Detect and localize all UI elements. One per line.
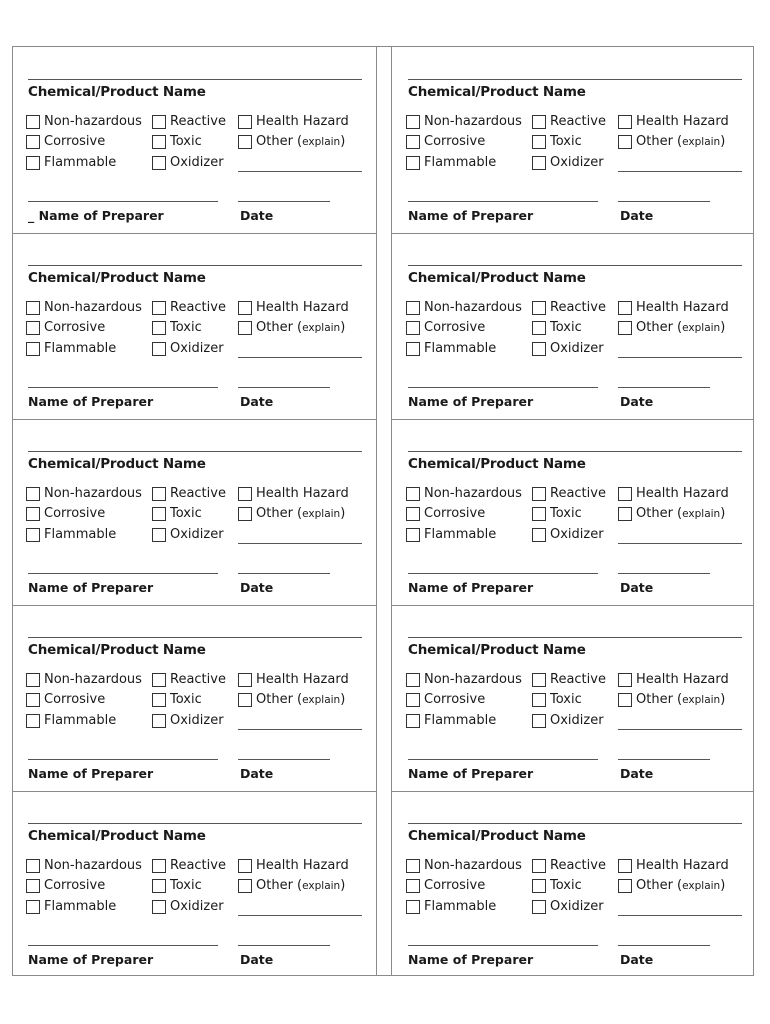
product-name-title: Chemical/Product Name <box>408 828 586 844</box>
hazard-label <box>404 604 754 790</box>
preparer-line[interactable] <box>408 945 598 946</box>
preparer-label: Name of Preparer <box>408 394 534 409</box>
checkbox[interactable] <box>406 301 420 315</box>
option-non-hazardous[interactable]: Non-hazardous <box>406 672 522 687</box>
date-label: Date <box>620 766 654 781</box>
checkbox[interactable] <box>406 135 420 149</box>
checkbox[interactable] <box>532 859 546 873</box>
checkbox[interactable] <box>238 135 252 149</box>
hazard-label <box>24 604 374 790</box>
option-non-hazardous[interactable]: Non-hazardous <box>26 858 142 873</box>
checkbox[interactable] <box>238 879 252 893</box>
checkbox[interactable] <box>26 507 40 521</box>
option-flammable[interactable]: Flammable <box>26 527 116 542</box>
product-name-title: Chemical/Product Name <box>28 84 206 100</box>
option-toxic[interactable]: Toxic <box>152 878 202 893</box>
checkbox[interactable] <box>532 714 546 728</box>
product-name-line[interactable] <box>28 451 362 452</box>
option-corrosive[interactable]: Corrosive <box>26 134 105 149</box>
checkbox[interactable] <box>26 301 40 315</box>
checkbox[interactable] <box>532 115 546 129</box>
explain-line[interactable] <box>238 357 362 358</box>
checkbox[interactable] <box>406 156 420 170</box>
checkbox[interactable] <box>26 714 40 728</box>
product-name-line[interactable] <box>408 265 742 266</box>
checkbox[interactable] <box>152 301 166 315</box>
option-other[interactable]: Other ( explain ) <box>238 134 345 149</box>
date-label: Date <box>240 766 274 781</box>
option-non-hazardous[interactable]: Non-hazardous <box>406 858 522 873</box>
option-reactive[interactable]: Reactive <box>152 858 226 873</box>
option-corrosive[interactable]: Corrosive <box>406 134 485 149</box>
checkbox[interactable] <box>532 528 546 542</box>
product-name-title: Chemical/Product Name <box>408 456 586 472</box>
option-health-hazard[interactable]: Health Hazard <box>238 114 349 129</box>
checkbox[interactable] <box>152 115 166 129</box>
checkbox[interactable] <box>618 859 632 873</box>
checkbox[interactable] <box>618 487 632 501</box>
option-oxidizer[interactable]: Oxidizer <box>532 341 604 356</box>
product-name-title: Chemical/Product Name <box>408 270 586 286</box>
product-name-title: Chemical/Product Name <box>28 828 206 844</box>
option-health-hazard[interactable]: Health Hazard <box>618 114 729 129</box>
checkbox[interactable] <box>26 673 40 687</box>
checkbox[interactable] <box>406 714 420 728</box>
date-line[interactable] <box>238 759 330 760</box>
option-oxidizer[interactable]: Oxidizer <box>532 713 604 728</box>
product-name-title: Chemical/Product Name <box>28 270 206 286</box>
date-label: Date <box>240 208 274 223</box>
option-oxidizer[interactable]: Oxidizer <box>152 899 224 914</box>
checkbox[interactable] <box>152 673 166 687</box>
option-corrosive[interactable]: Corrosive <box>406 878 485 893</box>
checkbox[interactable] <box>26 342 40 356</box>
option-flammable[interactable]: Flammable <box>26 899 116 914</box>
checkbox[interactable] <box>406 673 420 687</box>
checkbox[interactable] <box>532 301 546 315</box>
checkbox[interactable] <box>238 115 252 129</box>
preparer-line[interactable] <box>408 201 598 202</box>
checkbox[interactable] <box>532 507 546 521</box>
checkbox[interactable] <box>152 693 166 707</box>
product-name-line[interactable] <box>408 79 742 80</box>
checkbox[interactable] <box>26 156 40 170</box>
option-other[interactable]: Other ( explain ) <box>618 506 725 521</box>
checkbox[interactable] <box>152 528 166 542</box>
option-health-hazard[interactable]: Health Hazard <box>238 672 349 687</box>
date-label: Date <box>240 580 274 595</box>
checkbox[interactable] <box>152 714 166 728</box>
preparer-label: Name of Preparer <box>28 580 154 595</box>
option-corrosive[interactable]: Corrosive <box>406 506 485 521</box>
checkbox[interactable] <box>152 900 166 914</box>
checkbox[interactable] <box>618 507 632 521</box>
option-other[interactable]: Other ( explain ) <box>618 878 725 893</box>
preparer-label: Name of Preparer <box>408 766 534 781</box>
checkbox[interactable] <box>238 693 252 707</box>
product-name-title: Chemical/Product Name <box>28 456 206 472</box>
option-other[interactable]: Other ( explain ) <box>618 134 725 149</box>
option-other[interactable]: Other ( explain ) <box>618 692 725 707</box>
preparer-label: Name of Preparer <box>28 766 154 781</box>
option-toxic[interactable]: Toxic <box>532 320 582 335</box>
option-corrosive[interactable]: Corrosive <box>406 320 485 335</box>
option-oxidizer[interactable]: Oxidizer <box>532 899 604 914</box>
preparer-line[interactable] <box>28 759 218 760</box>
preparer-label: Name of Preparer <box>28 952 154 967</box>
checkbox[interactable] <box>152 342 166 356</box>
option-reactive[interactable]: Reactive <box>532 114 606 129</box>
option-non-hazardous[interactable]: Non-hazardous <box>26 114 142 129</box>
date-line[interactable] <box>238 387 330 388</box>
preparer-line[interactable] <box>28 201 218 202</box>
option-reactive[interactable]: Reactive <box>152 114 226 129</box>
checkbox[interactable] <box>618 693 632 707</box>
preparer-label: Name of Preparer <box>408 580 534 595</box>
date-label: Date <box>620 394 654 409</box>
checkbox[interactable] <box>532 342 546 356</box>
option-flammable[interactable]: Flammable <box>406 527 496 542</box>
checkbox[interactable] <box>152 135 166 149</box>
option-toxic[interactable]: Toxic <box>532 692 582 707</box>
checkbox[interactable] <box>532 900 546 914</box>
option-non-hazardous[interactable]: Non-hazardous <box>26 672 142 687</box>
checkbox[interactable] <box>238 321 252 335</box>
explain-line[interactable] <box>238 171 362 172</box>
product-name-line[interactable] <box>28 823 362 824</box>
option-health-hazard[interactable]: Health Hazard <box>238 858 349 873</box>
hazard-label <box>404 232 754 418</box>
option-toxic[interactable]: Toxic <box>152 506 202 521</box>
product-name-line[interactable] <box>408 823 742 824</box>
preparer-label: _ Name of Preparer <box>28 208 164 223</box>
option-oxidizer[interactable]: Oxidizer <box>532 155 604 170</box>
date-line[interactable] <box>618 759 710 760</box>
hazard-label <box>24 232 374 418</box>
checkbox[interactable] <box>238 301 252 315</box>
option-toxic[interactable]: Toxic <box>532 134 582 149</box>
checkbox[interactable] <box>152 859 166 873</box>
option-reactive[interactable]: Reactive <box>532 672 606 687</box>
checkbox[interactable] <box>406 900 420 914</box>
checkbox[interactable] <box>406 693 420 707</box>
option-toxic[interactable]: Toxic <box>152 320 202 335</box>
checkbox[interactable] <box>618 879 632 893</box>
option-reactive[interactable]: Reactive <box>532 858 606 873</box>
option-toxic[interactable]: Toxic <box>152 692 202 707</box>
checkbox[interactable] <box>26 900 40 914</box>
option-non-hazardous[interactable]: Non-hazardous <box>26 300 142 315</box>
checkbox[interactable] <box>618 115 632 129</box>
explain-line[interactable] <box>618 729 742 730</box>
checkbox[interactable] <box>532 487 546 501</box>
date-line[interactable] <box>238 573 330 574</box>
date-line[interactable] <box>618 387 710 388</box>
explain-line[interactable] <box>238 729 362 730</box>
hazard-label <box>404 46 754 232</box>
option-corrosive[interactable]: Corrosive <box>26 692 105 707</box>
option-reactive[interactable]: Reactive <box>532 486 606 501</box>
checkbox[interactable] <box>532 693 546 707</box>
checkbox[interactable] <box>152 156 166 170</box>
option-other[interactable]: Other ( explain ) <box>238 692 345 707</box>
option-oxidizer[interactable]: Oxidizer <box>152 713 224 728</box>
option-other[interactable]: Other ( explain ) <box>238 878 345 893</box>
hazard-label <box>404 790 754 976</box>
checkbox[interactable] <box>152 507 166 521</box>
preparer-line[interactable] <box>28 945 218 946</box>
checkbox[interactable] <box>406 487 420 501</box>
option-health-hazard[interactable]: Health Hazard <box>238 486 349 501</box>
hazard-label <box>24 46 374 232</box>
checkbox[interactable] <box>406 115 420 129</box>
option-flammable[interactable]: Flammable <box>406 341 496 356</box>
column-divider <box>376 47 392 975</box>
product-name-line[interactable] <box>28 79 362 80</box>
explain-line[interactable] <box>618 171 742 172</box>
checkbox[interactable] <box>26 879 40 893</box>
checkbox[interactable] <box>618 135 632 149</box>
hazard-label <box>24 790 374 976</box>
option-flammable[interactable]: Flammable <box>26 341 116 356</box>
checkbox[interactable] <box>618 301 632 315</box>
product-name-line[interactable] <box>28 265 362 266</box>
option-toxic[interactable]: Toxic <box>532 506 582 521</box>
checkbox[interactable] <box>618 321 632 335</box>
option-health-hazard[interactable]: Health Hazard <box>238 300 349 315</box>
preparer-line[interactable] <box>408 387 598 388</box>
checkbox[interactable] <box>26 487 40 501</box>
preparer-line[interactable] <box>408 573 598 574</box>
explain-line[interactable] <box>618 357 742 358</box>
checkbox[interactable] <box>238 673 252 687</box>
option-reactive[interactable]: Reactive <box>152 300 226 315</box>
checkbox[interactable] <box>26 693 40 707</box>
checkbox[interactable] <box>406 507 420 521</box>
date-line[interactable] <box>618 573 710 574</box>
explain-line[interactable] <box>238 543 362 544</box>
option-corrosive[interactable]: Corrosive <box>26 506 105 521</box>
option-other[interactable]: Other ( explain ) <box>238 506 345 521</box>
product-name-line[interactable] <box>28 637 362 638</box>
option-corrosive[interactable]: Corrosive <box>406 692 485 707</box>
preparer-label: Name of Preparer <box>408 952 534 967</box>
date-line[interactable] <box>618 201 710 202</box>
checkbox[interactable] <box>26 135 40 149</box>
product-name-title: Chemical/Product Name <box>408 84 586 100</box>
date-label: Date <box>620 952 654 967</box>
checkbox[interactable] <box>26 321 40 335</box>
checkbox[interactable] <box>532 135 546 149</box>
checkbox[interactable] <box>406 859 420 873</box>
checkbox[interactable] <box>532 321 546 335</box>
date-line[interactable] <box>238 945 330 946</box>
product-name-line[interactable] <box>408 451 742 452</box>
date-label: Date <box>240 952 274 967</box>
checkbox[interactable] <box>26 115 40 129</box>
checkbox[interactable] <box>26 859 40 873</box>
product-name-line[interactable] <box>408 637 742 638</box>
checkbox[interactable] <box>238 487 252 501</box>
checkbox[interactable] <box>238 507 252 521</box>
date-label: Date <box>620 208 654 223</box>
checkbox[interactable] <box>152 487 166 501</box>
checkbox[interactable] <box>26 528 40 542</box>
option-flammable[interactable]: Flammable <box>406 155 496 170</box>
checkbox[interactable] <box>532 673 546 687</box>
product-name-title: Chemical/Product Name <box>408 642 586 658</box>
date-line[interactable] <box>618 945 710 946</box>
explain-line[interactable] <box>238 915 362 916</box>
product-name-title: Chemical/Product Name <box>28 642 206 658</box>
option-oxidizer[interactable]: Oxidizer <box>152 155 224 170</box>
option-oxidizer[interactable]: Oxidizer <box>532 527 604 542</box>
explain-line[interactable] <box>618 543 742 544</box>
preparer-line[interactable] <box>408 759 598 760</box>
checkbox[interactable] <box>532 879 546 893</box>
explain-line[interactable] <box>618 915 742 916</box>
option-health-hazard[interactable]: Health Hazard <box>618 486 729 501</box>
checkbox[interactable] <box>406 879 420 893</box>
option-flammable[interactable]: Flammable <box>26 155 116 170</box>
option-reactive[interactable]: Reactive <box>152 486 226 501</box>
date-label: Date <box>620 580 654 595</box>
hazard-label <box>404 418 754 604</box>
option-corrosive[interactable]: Corrosive <box>26 320 105 335</box>
option-flammable[interactable]: Flammable <box>406 713 496 728</box>
checkbox[interactable] <box>238 859 252 873</box>
preparer-label: Name of Preparer <box>408 208 534 223</box>
date-label: Date <box>240 394 274 409</box>
preparer-line[interactable] <box>28 387 218 388</box>
checkbox[interactable] <box>618 673 632 687</box>
option-health-hazard[interactable]: Health Hazard <box>618 300 729 315</box>
option-non-hazardous[interactable]: Non-hazardous <box>406 114 522 129</box>
option-oxidizer[interactable]: Oxidizer <box>152 341 224 356</box>
option-health-hazard[interactable]: Health Hazard <box>618 858 729 873</box>
preparer-line[interactable] <box>28 573 218 574</box>
option-non-hazardous[interactable]: Non-hazardous <box>406 486 522 501</box>
option-toxic[interactable]: Toxic <box>532 878 582 893</box>
option-reactive[interactable]: Reactive <box>532 300 606 315</box>
checkbox[interactable] <box>532 156 546 170</box>
option-oxidizer[interactable]: Oxidizer <box>152 527 224 542</box>
option-toxic[interactable]: Toxic <box>152 134 202 149</box>
option-other[interactable]: Other ( explain ) <box>618 320 725 335</box>
checkbox[interactable] <box>406 528 420 542</box>
option-other[interactable]: Other ( explain ) <box>238 320 345 335</box>
option-reactive[interactable]: Reactive <box>152 672 226 687</box>
checkbox[interactable] <box>152 879 166 893</box>
option-corrosive[interactable]: Corrosive <box>26 878 105 893</box>
checkbox[interactable] <box>406 321 420 335</box>
checkbox[interactable] <box>152 321 166 335</box>
option-flammable[interactable]: Flammable <box>406 899 496 914</box>
date-line[interactable] <box>238 201 330 202</box>
option-flammable[interactable]: Flammable <box>26 713 116 728</box>
hazard-label <box>24 418 374 604</box>
option-health-hazard[interactable]: Health Hazard <box>618 672 729 687</box>
option-non-hazardous[interactable]: Non-hazardous <box>406 300 522 315</box>
option-non-hazardous[interactable]: Non-hazardous <box>26 486 142 501</box>
checkbox[interactable] <box>406 342 420 356</box>
preparer-label: Name of Preparer <box>28 394 154 409</box>
